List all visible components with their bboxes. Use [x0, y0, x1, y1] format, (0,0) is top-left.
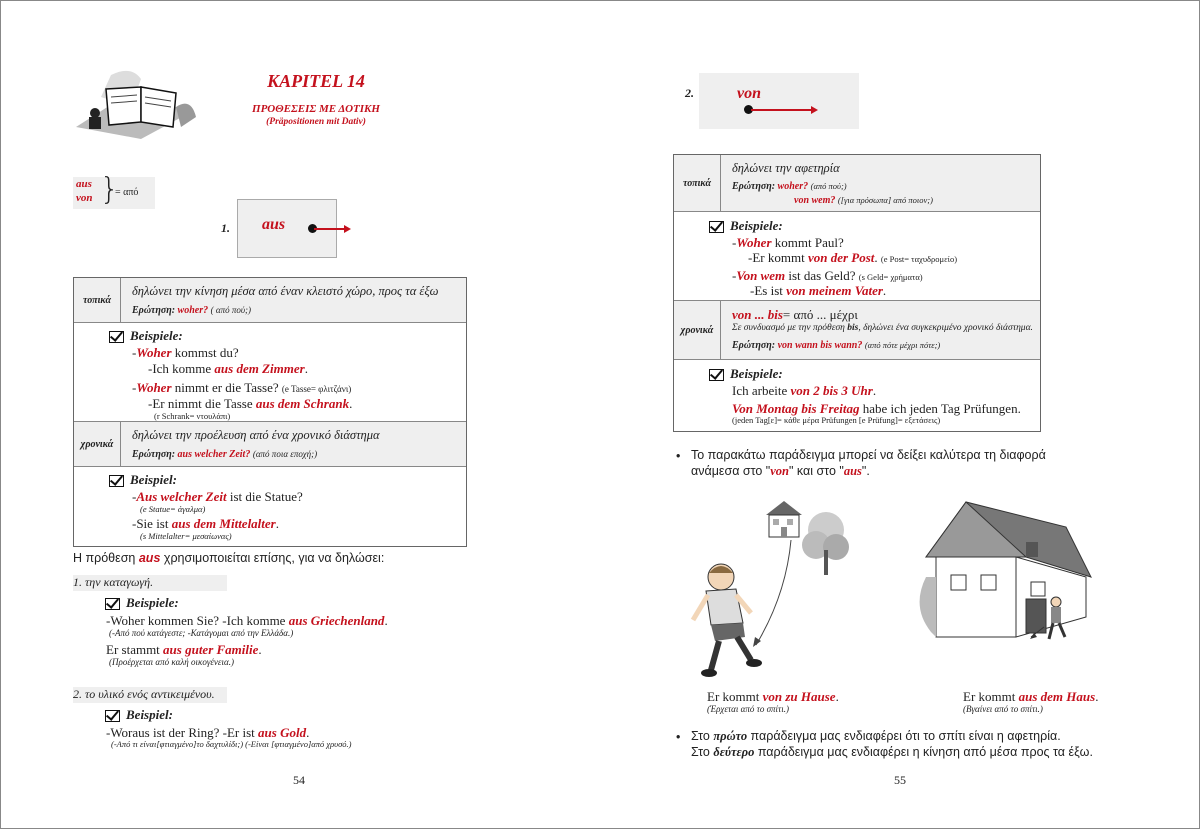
- temporal-note-1: (e Statue= άγαλμα): [140, 504, 206, 514]
- local-note-2: (r Schrank= ντουλάπι): [154, 411, 231, 421]
- also-text: Η πρόθεση aus χρησιμοποιείται επίσης, για να δηλώσει:: [73, 551, 385, 565]
- boy-exiting-house-illustration: [906, 497, 1106, 667]
- temporal-example-line: -Sie ist aus dem Mittelalter.: [132, 516, 279, 531]
- preposition-box: [73, 172, 155, 209]
- von-local-description: δηλώνει την αφετηρία: [732, 161, 840, 175]
- caption-left: Er kommt von zu Hause.: [707, 689, 839, 704]
- von-word: von: [737, 85, 761, 102]
- von-temporal-gloss: (jeden Tag[ε]= κάθε μέρα Prüfungen [e Prüfung]= εξετάσεις): [732, 415, 941, 425]
- section-1-gloss-1: (-Από πού κατάγεστε; -Κατάγομαι από την Ελλάδα.): [109, 628, 294, 638]
- aus-diagram: [237, 199, 337, 258]
- von-temporal-question: Ερώτηση: von wann bis wann? (από πότε μέχρι πότε;): [732, 340, 941, 351]
- section-1-title: 1. την καταγωγή.: [73, 575, 227, 591]
- section-2-line-1: -Woraus ist der Ring? -Er ist aus Gold.: [106, 725, 310, 740]
- chapter-illustration: [71, 67, 201, 139]
- local-row: [74, 278, 466, 323]
- von-local-question-1: Ερώτηση: woher? (από πού;): [732, 181, 847, 192]
- example-1-number: 1.: [221, 221, 230, 235]
- temporal-description: δηλώνει την προέλευση από ένα χρονικό διάστημα: [132, 428, 380, 442]
- von-temporal-examples: [674, 360, 1040, 430]
- section-2-examples-title: Beispiel:: [105, 707, 173, 723]
- arrow-right-icon: [811, 106, 818, 114]
- caption-left-gloss: (Έρχεται από το σπίτι.): [707, 704, 790, 714]
- local-label: τοπικά: [74, 278, 121, 322]
- arrow-right-icon: [344, 225, 351, 233]
- checkmark-icon: [709, 369, 724, 381]
- right-usage-table: [673, 154, 1041, 432]
- local-example-line: -Er nimmt die Tasse aus dem Schrank.: [148, 396, 353, 411]
- brace-icon: }: [100, 172, 120, 207]
- bullet-1-line-2: ανάμεσα στο "von" και στο "aus".: [691, 464, 870, 478]
- von-temporal-examples-title: Beispiele:: [709, 366, 783, 382]
- chapter-subtitle: ΠΡΟΘΕΣΕΙΣ ΜΕ ΔΟΤΙΚΗ: [252, 103, 380, 115]
- local-example-line: -Woher kommst du?: [132, 345, 239, 360]
- aus-word: aus: [262, 216, 286, 233]
- page-number-left: 54: [293, 773, 305, 787]
- section-2-gloss-1: (-Από τι είναι[φτιαγμένο]το δαχτυλίδι;) (-Είναι [φτιαγμένο]από χρυσό.): [111, 739, 352, 749]
- checkmark-icon: [105, 598, 120, 610]
- bullet-2-line-2: Στο δεύτερο παράδειγμα μας ενδιαφέρει η κίνηση από μέσα προς τα έξω.: [691, 745, 1093, 759]
- temporal-row: [74, 422, 466, 467]
- checkmark-icon: [109, 331, 124, 343]
- von-local-examples-title: Beispiele:: [709, 218, 783, 234]
- temporal-examples: [74, 467, 466, 545]
- temporal-label: χρονικά: [74, 422, 121, 466]
- von-temporal-label: χρονικά: [674, 301, 721, 359]
- section-1-line-1: -Woher kommen Sie? -Ich komme aus Griechenland.: [106, 613, 388, 628]
- von-local-line-1: -Woher kommt Paul?: [732, 235, 844, 250]
- checkmark-icon: [109, 475, 124, 487]
- prep-equals: = από: [115, 187, 139, 198]
- bullet-icon: •: [676, 730, 681, 744]
- chapter-subtitle-de: (Präpositionen mit Dativ): [266, 117, 366, 127]
- checkmark-icon: [105, 710, 120, 722]
- temporal-question: Ερώτηση: aus welcher Zeit? (από ποια εποχή;): [132, 449, 318, 460]
- arrow-line: [751, 109, 811, 111]
- bullet-2-line-1: Στο πρώτο παράδειγμα μας ενδιαφέρει ότι το σπίτι είναι η αφετηρία.: [691, 729, 1061, 743]
- local-example-line: -Ich komme aus dem Zimmer.: [148, 361, 308, 376]
- section-1-line-2: Er stammt aus guter Familie.: [106, 642, 262, 657]
- von-local-row: [674, 155, 1040, 212]
- von-local-examples: [674, 212, 1040, 301]
- section-1-examples-title: Beispiele:: [105, 595, 179, 611]
- von-local-label: τοπικά: [674, 155, 721, 211]
- boy-leaving-home-illustration: [681, 495, 881, 685]
- caption-right: Er kommt aus dem Haus.: [963, 689, 1099, 704]
- local-description: δηλώνει την κίνηση μέσα από έναν κλειστό χώρο, προς τα έξω: [132, 284, 439, 298]
- bullet-icon: •: [676, 449, 681, 463]
- von-temporal-line-2: Von Montag bis Freitag habe ich jeden Tag Prüfungen.: [732, 401, 1021, 416]
- von-temporal-row: [674, 301, 1040, 360]
- left-usage-table: [73, 277, 467, 547]
- bullet-1-line-1: Το παρακάτω παράδειγμα μπορεί να δείξει καλύτερα τη διαφορά: [691, 448, 1046, 462]
- von-temporal-description: von ... bis= από ... μέχρι: [732, 307, 858, 322]
- temporal-examples-title: Beispiel:: [109, 472, 177, 488]
- von-diagram: [699, 73, 859, 129]
- local-example-line: -Woher nimmt er die Tasse? (e Tasse= φλιτζάνι): [132, 380, 352, 395]
- chapter-title: KAPITEL 14: [267, 71, 365, 91]
- section-1-gloss-2: (Προέρχεται από καλή οικογένεια.): [109, 657, 234, 667]
- von-local-line-4: -Es ist von meinem Vater.: [750, 283, 887, 298]
- von-local-line-2: -Er kommt von der Post. (e Post= ταχυδρομείο): [748, 250, 958, 265]
- local-examples: [74, 323, 466, 422]
- temporal-example-line: -Aus welcher Zeit ist die Statue?: [132, 489, 303, 504]
- von-temporal-subtext: Σε συνδυασμό με την πρόθεση bis, δηλώνει ένα συγκεκριμένο χρονικό διάστημα.: [732, 323, 1033, 333]
- page-number-right: 55: [894, 773, 906, 787]
- checkmark-icon: [709, 221, 724, 233]
- arrow-line: [314, 228, 344, 230]
- section-2-title: 2. το υλικό ενός αντικειμένου.: [73, 687, 227, 703]
- local-question: Ερώτηση: woher? ( από πού;): [132, 305, 251, 316]
- von-local-question-2: von wem? ([για πρόσωπα] από ποιον;): [794, 195, 933, 206]
- example-2-number: 2.: [685, 86, 694, 100]
- temporal-note-2: (s Mittelalter= μεσαίωνας): [140, 531, 232, 541]
- von-temporal-line-1: Ich arbeite von 2 bis 3 Uhr.: [732, 383, 877, 398]
- local-examples-title: Beispiele:: [109, 328, 183, 344]
- prep-aus: aus: [76, 178, 92, 190]
- caption-right-gloss: (Βγαίνει από το σπίτι.): [963, 704, 1043, 714]
- von-local-line-3: -Von wem ist das Geld? (s Geld= χρήματα): [732, 268, 923, 283]
- prep-von: von: [76, 192, 93, 204]
